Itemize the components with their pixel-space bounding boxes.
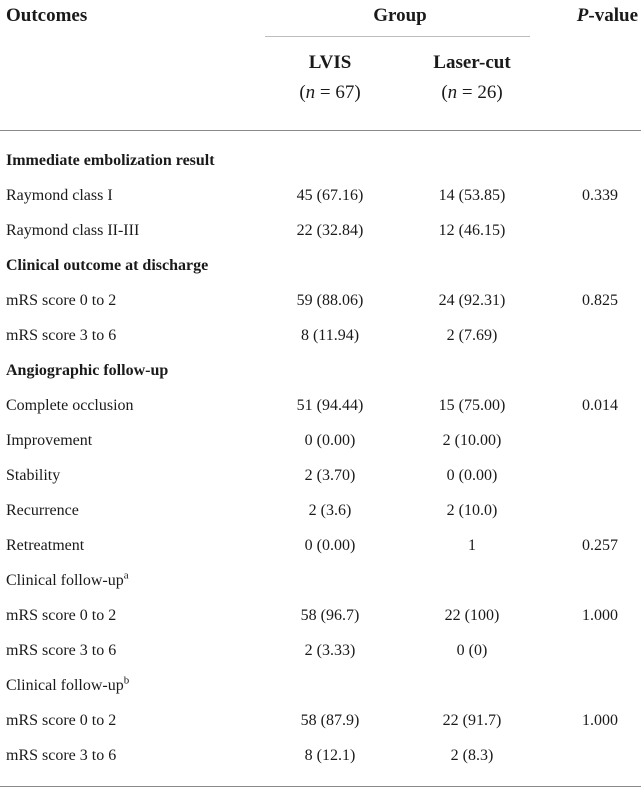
row-label-text: Stability [6,467,61,484]
table-row [0,423,641,458]
group-underline [265,36,530,37]
table-row [0,178,641,213]
lvis-cell: 2 (3.6) [308,502,352,519]
row-label-text: mRS score 3 to 6 [6,327,117,344]
row-label [6,633,116,668]
section-header-row [0,353,641,388]
footnote-marker: b [123,674,130,687]
header-laser-n [402,78,542,108]
row-label [6,528,84,563]
lvis-cell: 59 (88.06) [296,292,364,309]
laser-cut-cell: 2 (10.0) [446,502,498,519]
header-p-value [548,4,638,28]
header-laser-n-rest: = 26) [457,82,503,103]
laser-cut-cell: 14 (53.85) [438,187,506,204]
row-label [6,388,134,423]
row-label-text: Raymond class I [6,187,113,204]
header-bottom-rule [0,130,641,131]
header-laser-label: Laser-cut [433,52,511,73]
laser-cut-cell: 0 (0.00) [446,467,498,484]
row-label-text: Angiographic follow-up [6,362,169,379]
header-lvis-n-open: ( [299,82,306,103]
table-row [0,738,641,773]
lvis-cell: 8 (12.1) [304,747,356,764]
header-p-italic: P [576,5,589,26]
row-label-text: Recurrence [6,502,79,519]
lvis-cell: 0 (0.00) [304,432,356,449]
lvis-cell: 22 (32.84) [296,222,364,239]
row-label-text: Clinical follow-up [6,572,124,589]
header-outcomes: Outcomes [6,5,88,26]
header-lvis-n-var: n [305,82,316,103]
table-row [0,703,641,738]
laser-cut-cell: 12 (46.15) [438,222,506,239]
p-value-cell: 0.825 [582,292,618,309]
header-p-rest: -value [588,5,638,26]
row-label [6,493,79,528]
section-header-row [0,143,641,178]
row-label [6,143,215,178]
lvis-cell: 51 (94.44) [296,397,364,414]
p-value-cell: 1.000 [582,607,618,624]
row-label-text: Complete occlusion [6,397,134,414]
table-row [0,458,641,493]
laser-cut-cell: 2 (8.3) [450,747,494,764]
header-laser-n-var: n [447,82,458,103]
header-lvis-n-rest: = 67) [315,82,361,103]
laser-cut-cell: 22 (100) [444,607,500,624]
row-label [6,213,139,248]
lvis-cell: 2 (3.70) [304,467,356,484]
header-lvis [260,48,400,108]
row-label [6,563,129,598]
row-label [6,423,92,458]
table-row [0,528,641,563]
row-label [6,668,129,703]
header-laser-n-open: ( [441,82,448,103]
row-label-text: Immediate embolization result [6,152,215,169]
laser-cut-cell: 2 (10.00) [442,432,502,449]
lvis-cell: 45 (67.16) [296,187,364,204]
row-label [6,248,208,283]
lvis-cell: 58 (96.7) [300,607,360,624]
laser-cut-cell: 2 (7.69) [446,327,498,344]
row-label [6,598,116,633]
row-label-text: mRS score 0 to 2 [6,292,117,309]
p-value-cell: 0.257 [582,537,618,554]
row-label [6,738,116,773]
p-value-cell: 0.014 [582,397,618,414]
row-label [6,458,60,493]
row-label-text: mRS score 3 to 6 [6,642,117,659]
lvis-cell: 0 (0.00) [304,537,356,554]
table-row [0,213,641,248]
lvis-cell: 58 (87.9) [300,712,360,729]
footnote-marker: a [123,569,129,582]
table-row [0,493,641,528]
laser-cut-cell: 22 (91.7) [442,712,502,729]
row-label [6,283,116,318]
table-row [0,318,641,353]
header-lvis-n [260,78,400,108]
header-group: Group [373,5,427,26]
section-header-row [0,248,641,283]
row-label [6,178,113,213]
header-laser-cut [402,48,542,108]
table-row [0,563,641,598]
row-label [6,353,168,388]
row-label [6,703,116,738]
row-label-text: Clinical outcome at discharge [6,257,209,274]
table-row [0,388,641,423]
row-label-text: Clinical follow-up [6,677,124,694]
lvis-cell: 8 (11.94) [300,327,360,344]
table-row [0,668,641,703]
laser-cut-cell: 24 (92.31) [438,292,506,309]
row-label-text: Raymond class II-III [6,222,140,239]
laser-cut-cell: 15 (75.00) [438,397,506,414]
table-bottom-rule [0,786,641,787]
row-label-text: Improvement [6,432,93,449]
laser-cut-cell: 1 [468,537,476,554]
header-lvis-label: LVIS [308,52,352,73]
lvis-cell: 2 (3.33) [304,642,356,659]
table-row [0,633,641,668]
row-label [6,318,116,353]
row-label-text: mRS score 0 to 2 [6,607,117,624]
table-row [0,598,641,633]
row-label-text: Retreatment [6,537,85,554]
row-label-text: mRS score 0 to 2 [6,712,117,729]
laser-cut-cell: 0 (0) [456,642,488,659]
row-label-text: mRS score 3 to 6 [6,747,117,764]
p-value-cell: 1.000 [582,712,618,729]
table-row [0,283,641,318]
p-value-cell: 0.339 [582,187,618,204]
